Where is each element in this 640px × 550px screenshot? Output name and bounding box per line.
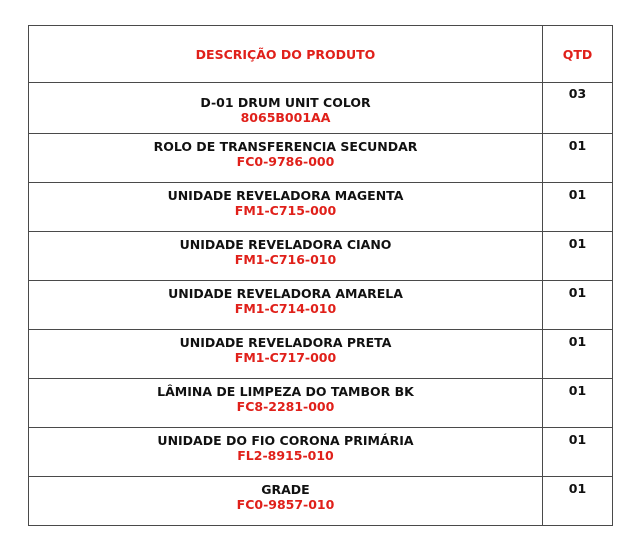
table-row [29, 134, 613, 183]
table-row [29, 379, 613, 428]
product-name: UNIDADE REVELADORA CIANO [179, 237, 392, 252]
description-cell [29, 232, 543, 281]
product-name: UNIDADE REVELADORA AMARELA [168, 286, 403, 301]
product-code: FM1-C715-000 [234, 203, 337, 218]
description-cell [29, 183, 543, 232]
qty-cell [543, 232, 613, 281]
description-cell [29, 379, 543, 428]
description-cell [29, 428, 543, 477]
product-code: 8065B001AA [240, 110, 331, 125]
product-code: FC0-9786-000 [236, 154, 335, 169]
header-qty: QTD [543, 26, 613, 83]
description-cell [29, 134, 543, 183]
product-qty: 01 [568, 236, 587, 251]
product-qty: 01 [568, 334, 587, 349]
product-name: UNIDADE REVELADORA PRETA [179, 335, 392, 350]
header-row [29, 26, 613, 83]
qty-cell [543, 330, 613, 379]
product-name: ROLO DE TRANSFERENCIA SECUNDAR [153, 139, 418, 154]
table-row [29, 83, 613, 134]
table-row [29, 477, 613, 526]
product-name: GRADE [261, 482, 310, 497]
table-row [29, 232, 613, 281]
product-code: FM1-C717-000 [234, 350, 337, 365]
product-code: FL2-8915-010 [237, 448, 334, 463]
qty-cell [543, 428, 613, 477]
product-qty: 03 [568, 86, 587, 101]
qty-cell [543, 281, 613, 330]
description-cell [29, 83, 543, 134]
qty-cell [543, 134, 613, 183]
table-row [29, 281, 613, 330]
product-code: FC0-9857-010 [236, 497, 335, 512]
product-qty: 01 [568, 383, 587, 398]
product-code: FM1-C714-010 [234, 301, 337, 316]
qty-cell [543, 379, 613, 428]
product-name: UNIDADE DO FIO CORONA PRIMÁRIA [157, 433, 414, 448]
qty-cell [543, 83, 613, 134]
product-name: D-01 DRUM UNIT COLOR [200, 95, 371, 110]
header-description: DESCRIÇÃO DO PRODUTO [29, 26, 543, 83]
description-cell [29, 330, 543, 379]
product-qty: 01 [568, 285, 587, 300]
product-qty: 01 [568, 138, 587, 153]
product-name: LÂMINA DE LIMPEZA DO TAMBOR BK [157, 384, 414, 399]
qty-cell [543, 183, 613, 232]
product-qty: 01 [568, 432, 587, 447]
product-name: UNIDADE REVELADORA MAGENTA [167, 188, 404, 203]
description-cell [29, 477, 543, 526]
table-row [29, 183, 613, 232]
description-cell [29, 281, 543, 330]
table-row [29, 330, 613, 379]
product-code: FC8-2281-000 [236, 399, 335, 414]
qty-cell [543, 477, 613, 526]
product-table [28, 25, 613, 526]
table-row [29, 428, 613, 477]
product-qty: 01 [568, 481, 587, 496]
product-qty: 01 [568, 187, 587, 202]
product-code: FM1-C716-010 [234, 252, 337, 267]
